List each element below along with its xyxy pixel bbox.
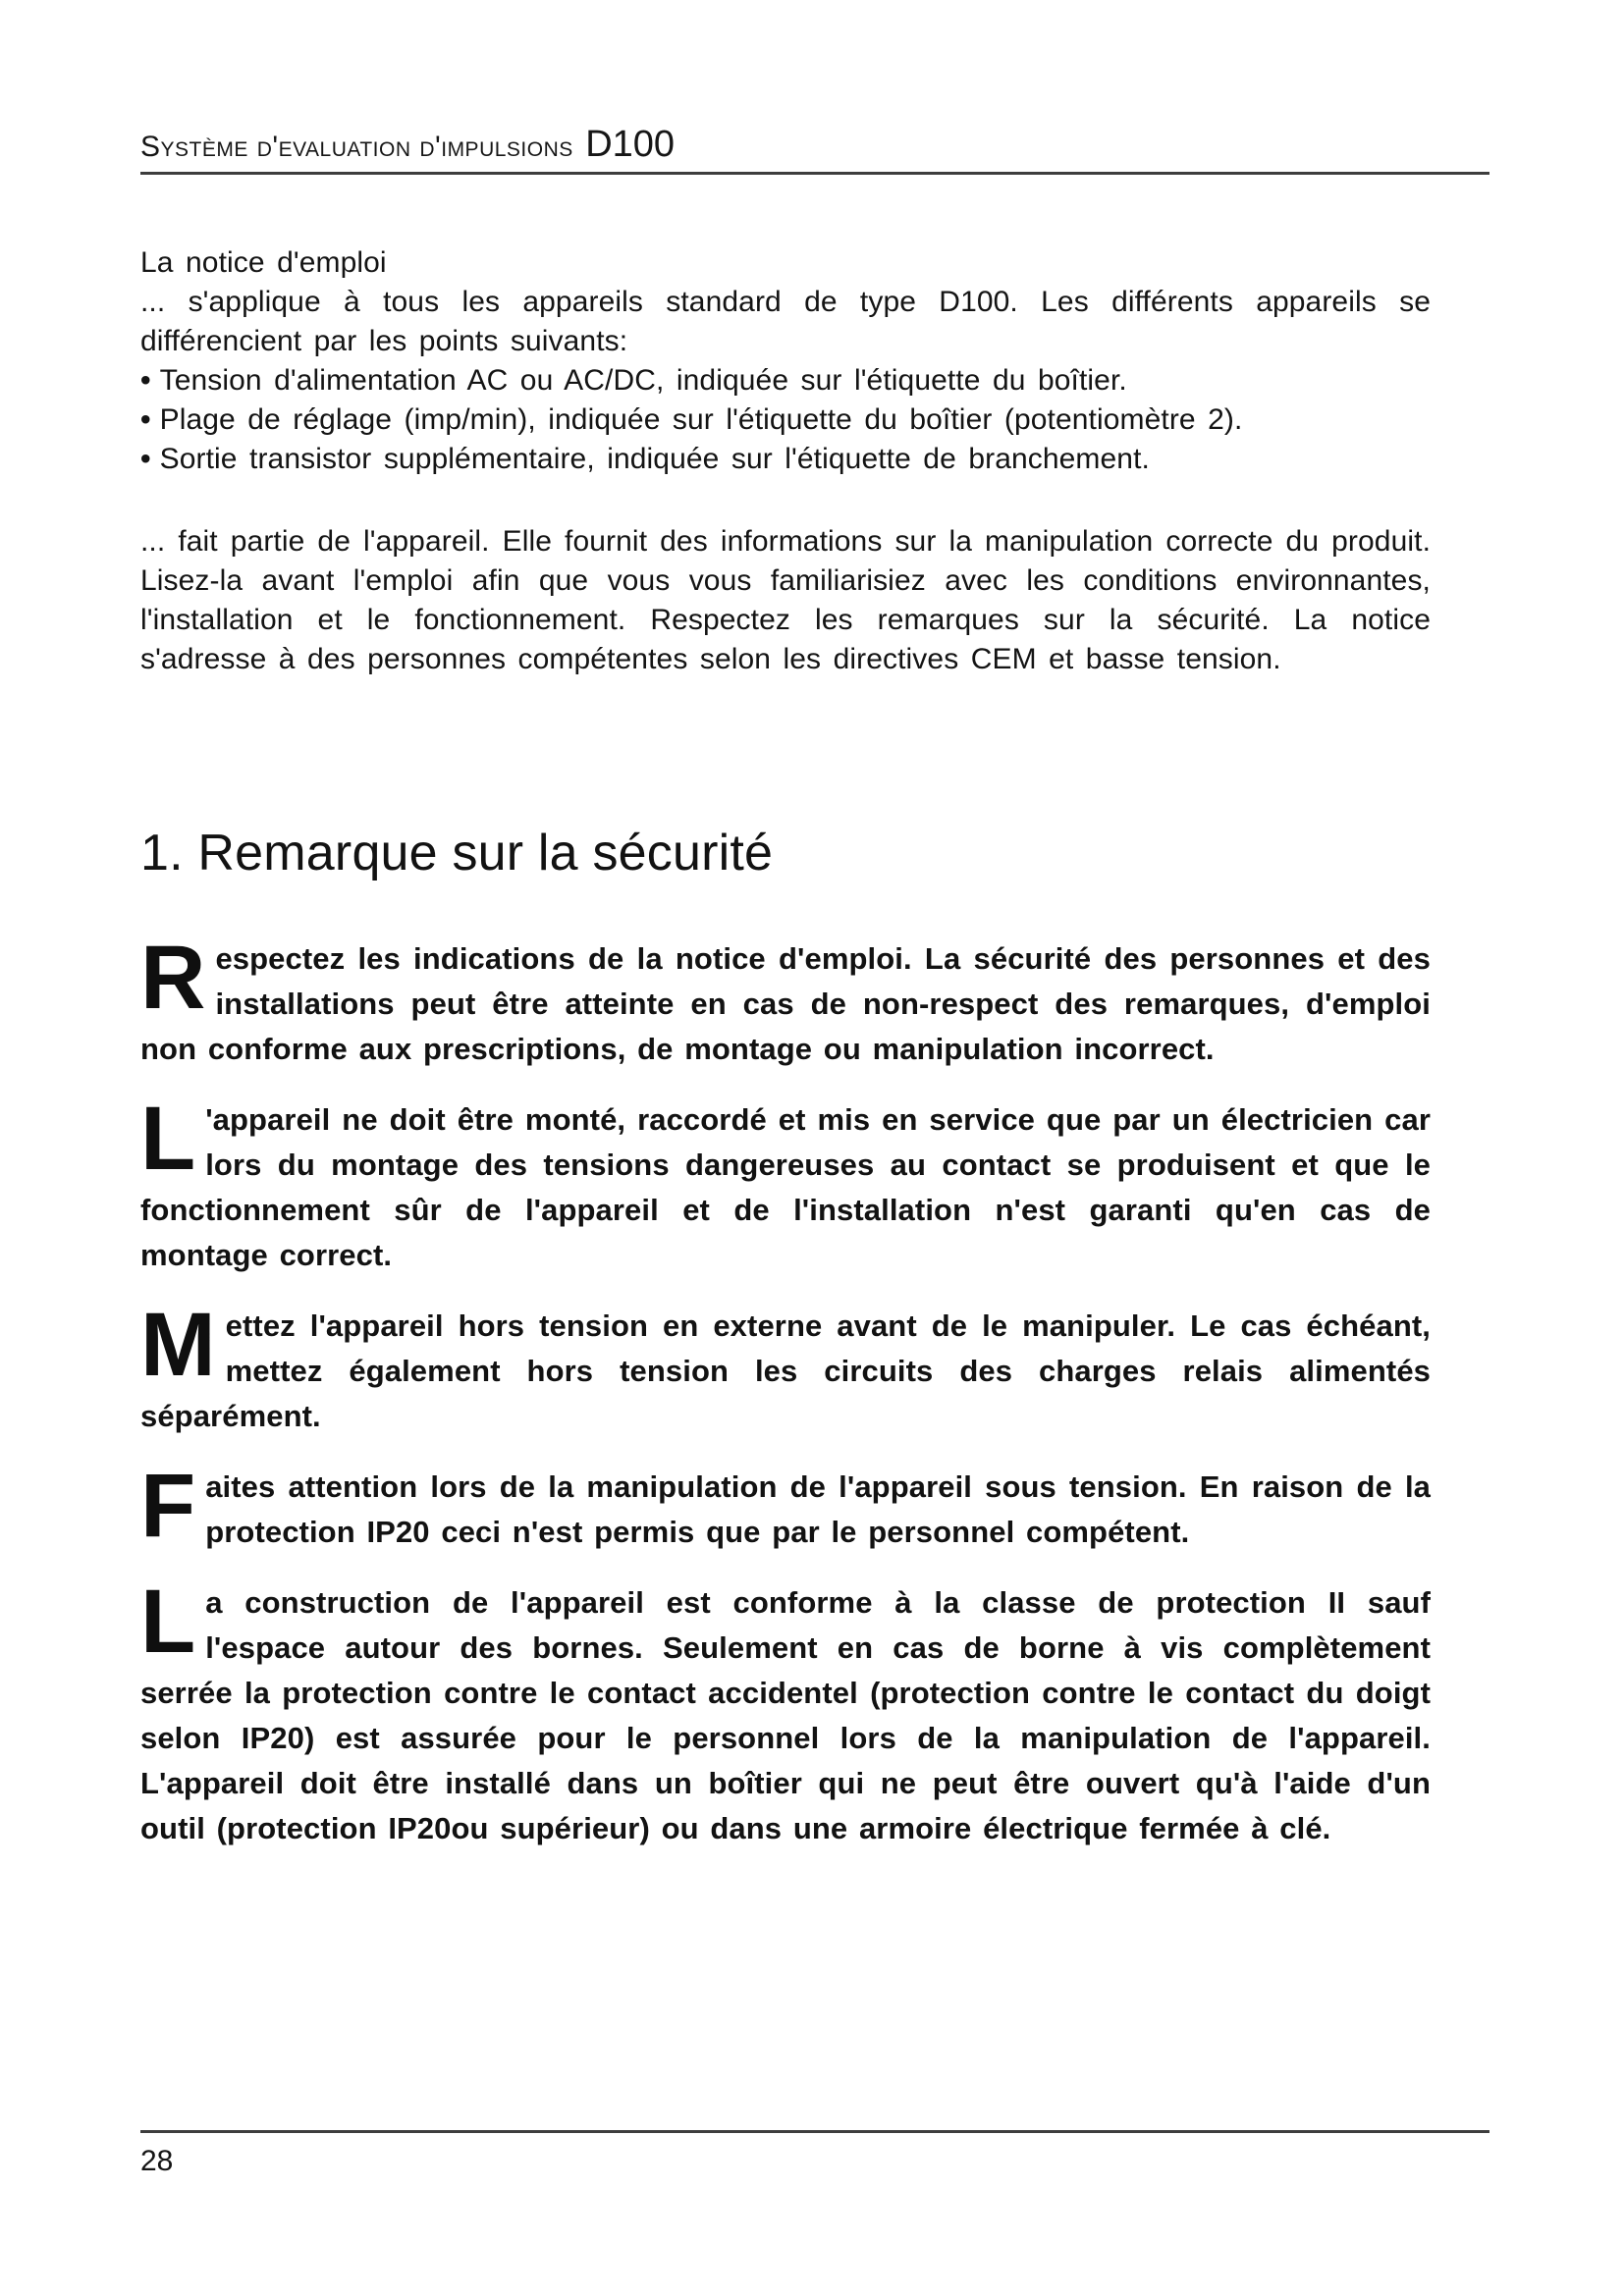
footer-rule	[140, 2130, 1489, 2133]
list-item	[140, 440, 1489, 479]
running-header	[140, 0, 1489, 175]
bullet-icon: •	[139, 402, 151, 437]
safety-paragraph-text: aites attention lors de la manipulation de l'appareil sous tension. En raison de la protection IP20 ceci n'est permis que par le personnel compétent.	[205, 1469, 1431, 1549]
list-item-text: Tension d'alimentation AC ou AC/DC, indiquée sur l'étiquette du boîtier.	[159, 364, 1127, 397]
list-item	[140, 361, 1489, 400]
safety-paragraph	[140, 1572, 1489, 1851]
safety-paragraph	[140, 1089, 1489, 1278]
drop-cap: F	[140, 1456, 194, 1556]
page-body	[140, 243, 1489, 1851]
intro-lead: La notice d'emploi	[140, 246, 387, 279]
safety-paragraph-text: 'appareil ne doit être monté, raccordé et mis en service que par un électricien car lors du montage des tensions dangereuses au contact se produisent et que le fonctionnement sûr de l'appareil et de l'installation n'est garanti qu'en cas de montage correct.	[140, 1102, 1431, 1272]
drop-cap: L	[140, 1089, 194, 1189]
header-title: Système d'evaluation d'impulsions	[140, 131, 573, 163]
section-heading: 1. Remarque sur la sécurité	[140, 825, 774, 881]
safety-paragraph-text: ettez l'appareil hors tension en externe avant de le manipuler. Le cas échéant, mettez également hors tension les circuits des charges relais alimentés séparément.	[140, 1308, 1431, 1433]
page-footer	[140, 2130, 1489, 2178]
intro-paragraph-2: ... fait partie de l'appareil. Elle fournit des informations sur la manipulation correcte du produit. Lisez-la avant l'emploi afin que vous vous familiarisiez avec les conditions environnantes, l'installation et le fonctionnement. Respectez les remarques sur la sécurité. La notice s'adresse à des personnes compétentes selon les directives CEM et basse tension.	[140, 525, 1431, 675]
header-model: D100	[585, 124, 676, 165]
safety-paragraph	[140, 928, 1489, 1072]
safety-paragraph	[140, 1456, 1489, 1556]
page-number: 28	[140, 2145, 174, 2177]
safety-paragraph-text: a construction de l'appareil est conforme à la classe de protection II sauf l'espace autour des bornes. Seulement en cas de borne à vis complètement serrée la protection contre le contact accidentel (protection contre le contact du doigt selon IP20) est assurée pour le personnel lors de la manipulation de l'appareil. L'appareil doit être installé dans un boîtier qui ne peut être ouvert qu'à l'aide d'un outil (protection IP20ou supérieur) ou dans une armoire électrique fermée à clé.	[140, 1585, 1431, 1845]
drop-cap: R	[140, 928, 204, 1028]
safety-paragraph-text: espectez les indications de la notice d'emploi. La sécurité des personnes et des installations peut être atteinte en cas de non-respect des remarques, d'emploi non conforme aux prescriptions, de montage ou manipulation incorrect.	[140, 941, 1431, 1066]
safety-section	[140, 928, 1489, 1851]
bullet-icon: •	[139, 442, 151, 476]
bullet-icon: •	[139, 363, 151, 398]
list-item-text: Sortie transistor supplémentaire, indiquée sur l'étiquette de branchement.	[159, 443, 1150, 475]
intro-section	[140, 243, 1489, 679]
drop-cap: L	[140, 1572, 194, 1672]
drop-cap: M	[140, 1295, 214, 1395]
list-item	[140, 400, 1489, 440]
intro-paragraph: ... s'applique à tous les appareils standard de type D100. Les différents appareils se différencient par les points suivants:	[140, 286, 1431, 357]
feature-list	[140, 361, 1489, 479]
list-item-text: Plage de réglage (imp/min), indiquée sur l'étiquette du boîtier (potentiomètre 2).	[159, 403, 1243, 436]
safety-paragraph	[140, 1295, 1489, 1439]
